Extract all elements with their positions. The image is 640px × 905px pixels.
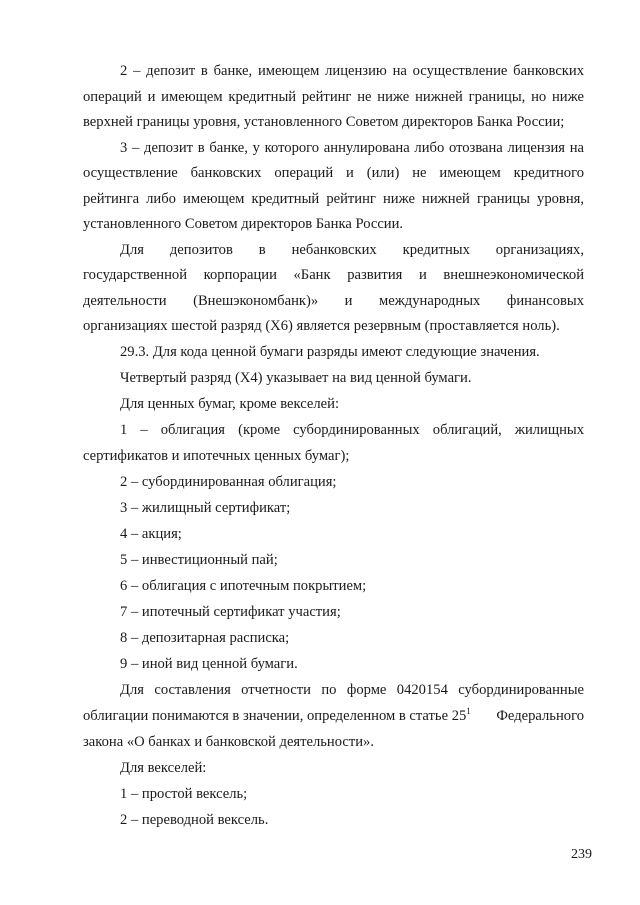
list-item: 7 – ипотечный сертификат участия; — [120, 604, 341, 620]
text-line: верхней границы уровня, установленного Советом директоров Банка России; — [83, 114, 565, 130]
list-item: 2 – субординированная облигация; — [120, 474, 337, 490]
text-line: 29.3. Для кода ценной бумаги разряды имеют следующие значения. — [120, 344, 540, 360]
text-line: Четвертый разряд (Х4) указывает на вид ценной бумаги. — [120, 370, 472, 386]
text-line — [83, 707, 584, 725]
list-item: 4 – акция; — [120, 526, 182, 542]
list-item: 8 – депозитарная расписка; — [120, 630, 290, 646]
text-line: установленного Советом директоров Банка России. — [83, 216, 404, 232]
text-line: деятельности (Внешэкономбанк)» и международных финансовых — [83, 293, 584, 309]
text-line: 1 – облигация (кроме субординированных облигаций, жилищных — [120, 422, 584, 438]
text-line: государственной корпорации «Банк развития и внешнеэкономической — [83, 267, 584, 283]
text-line: Для составления отчетности по форме 0420154 субординированные — [120, 682, 584, 698]
text-fragment: Федерального — [496, 708, 584, 724]
text-line: организациях шестой разряд (Х6) является резервным (проставляется ноль). — [83, 318, 560, 334]
text-line: 2 – депозит в банке, имеющем лицензию на осуществление банковских — [120, 63, 584, 79]
superscript: 1 — [466, 706, 471, 716]
page-number: 239 — [571, 847, 592, 862]
text-line: Для депозитов в небанковских кредитных организациях, — [120, 242, 584, 258]
text-line: 3 – депозит в банке, у которого аннулирована либо отозвана лицензия на — [120, 140, 584, 156]
list-item: 2 – переводной вексель. — [120, 812, 269, 828]
list-item: 9 – иной вид ценной бумаги. — [120, 656, 298, 672]
text-line: рейтинга либо имеющем кредитный рейтинг ниже нижней границы уровня, — [83, 191, 584, 207]
text-line: осуществление банковских операций и (или) не имеющем кредитного — [83, 165, 584, 181]
text-line: закона «О банках и банковской деятельности». — [83, 734, 375, 750]
text-line: сертификатов и ипотечных ценных бумаг); — [83, 448, 350, 464]
text-fragment: облигации понимаются в значении, определенном в статье $25^1$ — [83, 706, 471, 724]
list-item: 6 – облигация с ипотечным покрытием; — [120, 578, 367, 594]
list-item: 5 – инвестиционный пай; — [120, 552, 278, 568]
list-item: 3 – жилищный сертификат; — [120, 500, 291, 516]
text-line: Для векселей: — [120, 760, 207, 776]
text-line: операций и имеющем кредитный рейтинг не ниже нижней границы, но ниже — [83, 89, 584, 105]
list-item: 1 – простой вексель; — [120, 786, 248, 802]
text-line: Для ценных бумаг, кроме векселей: — [120, 396, 340, 412]
